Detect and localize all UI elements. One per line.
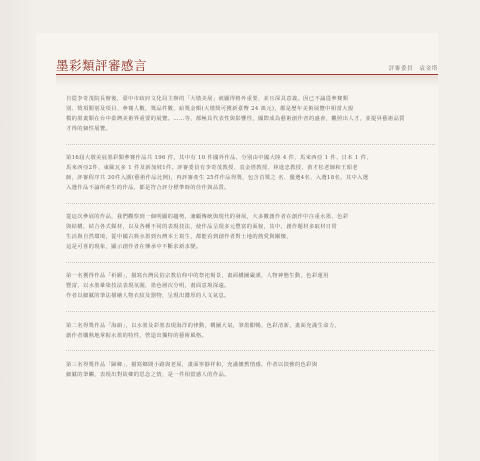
paragraph-line: 細膩的筆觸，表現出對故鄉的思念之情，是一件相當感人的作品。 xyxy=(66,371,230,378)
paragraph-line: 生活與自然環境，從中國古典水墨到台灣本土寫生，都能看到創作者對土地的熱愛與關懷， xyxy=(66,234,292,241)
paragraph-line: 才得的個性展覽。 xyxy=(66,125,112,132)
paragraph-line: 創作者嫻熟地掌握水墨的特性，營造出獨特的藝術風格。 xyxy=(66,332,208,339)
document-page xyxy=(36,33,438,461)
paragraph xyxy=(66,322,435,352)
paragraph-line: 師，評審程序共 30件入圍(藝術作品比例)，再評審產生 25件作品得獎，包含首獎之 名、優選4名、入選18名，其中入選 xyxy=(66,174,369,181)
paragraph-line: 模的墨畫類在台中臺灣美術界重要的展覽。……等，都極具代表性與影響性，國際成為藝術創作者的盛會，觀照出人才，並提昇藝術品質 xyxy=(66,115,405,122)
paragraph-line: 第16屆大墩美展墨彩類參賽作品共 196 件，其中有 10 件國外作品，分別由中國大陸 4 件、馬來西亞 1 件、日本 1 件、 xyxy=(66,155,373,162)
paragraph-line: 從這次參展的作品，我們觀察到一個明顯的趨勢，兼顧傳統與現代的發展，大多數創作者在創作中注重水墨、色彩 xyxy=(66,214,349,221)
paragraph-line: 馬來西亞2件、東歐瓦多 1 件及新加坡1件。評審委員有李奇茂教授、袁金塔教授、林進忠教授、黃才松老師和王昭老 xyxy=(66,165,358,172)
paragraph xyxy=(66,361,435,390)
page-gutter xyxy=(0,0,36,461)
author-line: 評審委員 袁金塔 xyxy=(388,66,438,72)
paragraph xyxy=(66,272,435,312)
paragraph-line: 作者以細膩的筆法描繪人物衣紋及器物，呈現出濃厚的人文氣息。 xyxy=(66,293,230,300)
document-header xyxy=(36,33,438,71)
paragraph-line: 這是可喜的現象，顯示創作者在傳承中不斷求新求變。 xyxy=(66,243,202,250)
paragraph-line: 第三名得獎作品「歸鄉」，描寫鄉間小路與老屋，畫面寧靜祥和，充滿懷舊情感，作者以淡雅的色彩與 xyxy=(66,361,318,368)
paragraph-line: 豐富，以水墨暈染技法表現氛圍，墨色層次分明，畫面意境深遠。 xyxy=(66,283,230,290)
paragraph-line: 第二名得獎作品「海韻」，以水墨及彩墨表現海洋的律動，構圖大氣，筆墨酣暢，色彩清新，畫面充滿生命力， xyxy=(66,322,341,329)
paragraph-line: 入選作品不論所產生的作品，都是符合評分標準時的佳作與品質。 xyxy=(66,184,230,191)
paragraph xyxy=(66,213,435,263)
paragraph xyxy=(66,95,435,145)
paragraph xyxy=(66,154,435,204)
document-body xyxy=(66,95,435,399)
paragraph-line: 自從李奇茂院長辦後，臺中市政府文化局主辦的「大墩美展」就顯得格外重要，並且深具意義。因已不論從參賽類 xyxy=(66,96,349,102)
paragraph-line: 與結構，結合各式媒材，以及各種不同的表現技法，使作品呈現多元豐富的面貌，其中，創作題材多取材日常 xyxy=(66,224,338,231)
paragraph-line: 別、獎項類別及項目、參賽人數，獎品件數，給獎金額(大墩獎可獲新臺幣 24 萬元)，都是歷年美術展覽中相當大規 xyxy=(66,105,354,112)
title-rule-shadow xyxy=(56,75,438,87)
page-title: 墨彩類評審感言 xyxy=(56,58,148,73)
paragraph-line: 第一名獲得作品「祈願」，描寫台灣民俗宗教信仰中的祭祀場景，畫面構圖嚴謹，人物神態生動，色彩運用 xyxy=(66,273,329,280)
